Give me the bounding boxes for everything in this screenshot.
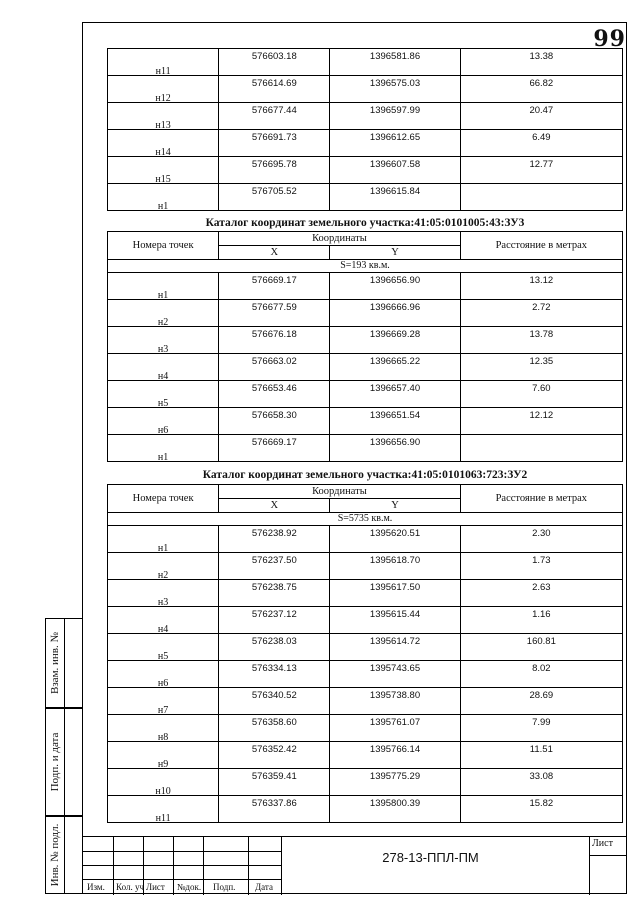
- table-row: [108, 130, 623, 157]
- coord-y: 1396575.03: [330, 76, 460, 103]
- distance: 160.81: [460, 634, 622, 661]
- stamp-label: Дата: [255, 882, 273, 892]
- coord-y: 1395761.07: [330, 715, 460, 742]
- header-distance: Расстояние в метрах: [460, 232, 622, 260]
- coord-x: 576237.50: [219, 553, 330, 580]
- header-points: Номера точек: [108, 485, 219, 513]
- coord-x: 576238.75: [219, 580, 330, 607]
- distance: 20.47: [460, 103, 622, 130]
- distance: 7.99: [460, 715, 622, 742]
- distance: 13.12: [460, 273, 622, 300]
- table-row: [108, 354, 623, 381]
- table-row: [108, 607, 623, 634]
- table-row: [108, 103, 623, 130]
- point-number: н11: [108, 49, 219, 76]
- distance: 13.38: [460, 49, 622, 76]
- table-row: [108, 381, 623, 408]
- distance: 11.51: [460, 742, 622, 769]
- point-number: н3: [108, 327, 219, 354]
- point-number: н13: [108, 103, 219, 130]
- header-y: Y: [330, 246, 460, 260]
- coord-x: 576663.02: [219, 354, 330, 381]
- title-block: [82, 836, 627, 895]
- distance: 1.16: [460, 607, 622, 634]
- stamp-label: Изм.: [87, 882, 105, 892]
- coord-x: 576676.18: [219, 327, 330, 354]
- point-number: н5: [108, 634, 219, 661]
- point-number: н2: [108, 300, 219, 327]
- distance: 7.60: [460, 381, 622, 408]
- coord-y: 1395614.72: [330, 634, 460, 661]
- table-row: [108, 661, 623, 688]
- point-number: н9: [108, 742, 219, 769]
- coord-y: 1396657.40: [330, 381, 460, 408]
- coord-y: 1395617.50: [330, 580, 460, 607]
- point-number: н6: [108, 408, 219, 435]
- stamp-label: Лист: [146, 882, 165, 892]
- table-row: [108, 796, 623, 823]
- point-number: н7: [108, 688, 219, 715]
- coord-y: 1396597.99: [330, 103, 460, 130]
- document-code: 278-13-ППЛ-ПМ: [382, 850, 479, 865]
- distance: 2.72: [460, 300, 622, 327]
- point-number: н4: [108, 607, 219, 634]
- coord-y: 1395618.70: [330, 553, 460, 580]
- coord-x: 576358.60: [219, 715, 330, 742]
- coord-x: 576359.41: [219, 769, 330, 796]
- coord-x: 576677.44: [219, 103, 330, 130]
- coord-y: 1396615.84: [330, 184, 460, 211]
- coord-x: 576705.52: [219, 184, 330, 211]
- coord-y: 1395620.51: [330, 526, 460, 553]
- point-number: н3: [108, 580, 219, 607]
- coord-y: 1396666.96: [330, 300, 460, 327]
- header-coords: Координаты: [219, 232, 460, 246]
- coord-x: 576614.69: [219, 76, 330, 103]
- catalog-table: [107, 525, 623, 823]
- table-row: [108, 49, 623, 76]
- coord-x: 576603.18: [219, 49, 330, 76]
- coord-y: 1395615.44: [330, 607, 460, 634]
- table-row: [108, 742, 623, 769]
- coord-y: 1396656.90: [330, 273, 460, 300]
- point-number: н5: [108, 381, 219, 408]
- coord-y: 1395766.14: [330, 742, 460, 769]
- table-row: [108, 408, 623, 435]
- coord-y: 1396665.22: [330, 354, 460, 381]
- coord-y: 1396612.65: [330, 130, 460, 157]
- stamp-label: Кол. уч: [116, 882, 144, 892]
- coord-x: 576653.46: [219, 381, 330, 408]
- table-row: [108, 634, 623, 661]
- coord-y: 1396607.58: [330, 157, 460, 184]
- coord-x: 576337.86: [219, 796, 330, 823]
- side-label: Инв. № подл.: [49, 823, 61, 887]
- distance: [460, 435, 622, 462]
- point-number: н11: [108, 796, 219, 823]
- coord-x: 576334.13: [219, 661, 330, 688]
- header-x: X: [219, 246, 330, 260]
- sheet-label: Лист: [592, 838, 613, 849]
- side-stamp-inventory: [45, 816, 83, 894]
- table-row: [108, 715, 623, 742]
- coord-y: 1395775.29: [330, 769, 460, 796]
- catalog-header: [107, 484, 623, 513]
- distance: 15.82: [460, 796, 622, 823]
- distance: [460, 184, 622, 211]
- distance: 2.63: [460, 580, 622, 607]
- distance: 8.02: [460, 661, 622, 688]
- coord-x: 576238.92: [219, 526, 330, 553]
- table-row: [108, 184, 623, 211]
- side-label: Подп. и дата: [49, 732, 61, 792]
- coord-x: 576237.12: [219, 607, 330, 634]
- distance: 33.08: [460, 769, 622, 796]
- coord-x: 576658.30: [219, 408, 330, 435]
- point-number: н1: [108, 184, 219, 211]
- stamp-label: Подп.: [213, 882, 236, 892]
- coord-x: 576677.59: [219, 300, 330, 327]
- coord-x: 576691.73: [219, 130, 330, 157]
- point-number: н10: [108, 769, 219, 796]
- coord-x: 576340.52: [219, 688, 330, 715]
- coord-y: 1396581.86: [330, 49, 460, 76]
- table-row: [108, 553, 623, 580]
- point-number: н15: [108, 157, 219, 184]
- point-number: н12: [108, 76, 219, 103]
- point-number: н14: [108, 130, 219, 157]
- header-y: Y: [330, 499, 460, 513]
- point-number: н1: [108, 526, 219, 553]
- table-row: [108, 435, 623, 462]
- distance: 1.73: [460, 553, 622, 580]
- side-label: Взам. инв. №: [49, 632, 61, 694]
- distance: 12.77: [460, 157, 622, 184]
- header-distance: Расстояние в метрах: [460, 485, 622, 513]
- catalog-table: [107, 272, 623, 462]
- coord-x: 576695.78: [219, 157, 330, 184]
- point-number: н1: [108, 273, 219, 300]
- point-number: н4: [108, 354, 219, 381]
- distance: 6.49: [460, 130, 622, 157]
- table-row: [108, 300, 623, 327]
- stamp-label: №док.: [176, 882, 202, 892]
- catalog-caption: Каталог координат земельного участка:41:05:0101063:723:ЗУ2: [202, 469, 528, 481]
- coord-y: 1395800.39: [330, 796, 460, 823]
- coord-x: 576669.17: [219, 273, 330, 300]
- area-row: S=5735 кв.м.: [107, 512, 623, 526]
- header-x: X: [219, 499, 330, 513]
- header-points: Номера точек: [108, 232, 219, 260]
- coord-y: 1396669.28: [330, 327, 460, 354]
- point-number: н1: [108, 435, 219, 462]
- distance: 2.30: [460, 526, 622, 553]
- point-number: н8: [108, 715, 219, 742]
- coord-x: 576669.17: [219, 435, 330, 462]
- coord-y: 1396656.90: [330, 435, 460, 462]
- table-row: [108, 76, 623, 103]
- table-row: [108, 327, 623, 354]
- point-number: н6: [108, 661, 219, 688]
- table-row: [108, 273, 623, 300]
- header-coords: Координаты: [219, 485, 460, 499]
- side-stamp-signature: [45, 708, 83, 816]
- catalog-table-continued: [107, 48, 623, 211]
- point-number: н2: [108, 553, 219, 580]
- catalog-header: [107, 231, 623, 260]
- page-number: 99: [593, 26, 626, 52]
- side-stamp-replacement: [45, 618, 83, 708]
- coord-y: 1395743.65: [330, 661, 460, 688]
- distance: 13.78: [460, 327, 622, 354]
- distance: 66.82: [460, 76, 622, 103]
- coord-y: 1395738.80: [330, 688, 460, 715]
- distance: 12.12: [460, 408, 622, 435]
- area-row: S=193 кв.м.: [107, 259, 623, 273]
- table-row: [108, 769, 623, 796]
- distance: 12.35: [460, 354, 622, 381]
- table-row: [108, 157, 623, 184]
- catalog-caption: Каталог координат земельного участка:41:05:0101005:43:ЗУ3: [205, 217, 525, 229]
- table-row: [108, 688, 623, 715]
- table-row: [108, 580, 623, 607]
- coord-y: 1396651.54: [330, 408, 460, 435]
- distance: 28.69: [460, 688, 622, 715]
- coord-x: 576238.03: [219, 634, 330, 661]
- table-row: [108, 526, 623, 553]
- coord-x: 576352.42: [219, 742, 330, 769]
